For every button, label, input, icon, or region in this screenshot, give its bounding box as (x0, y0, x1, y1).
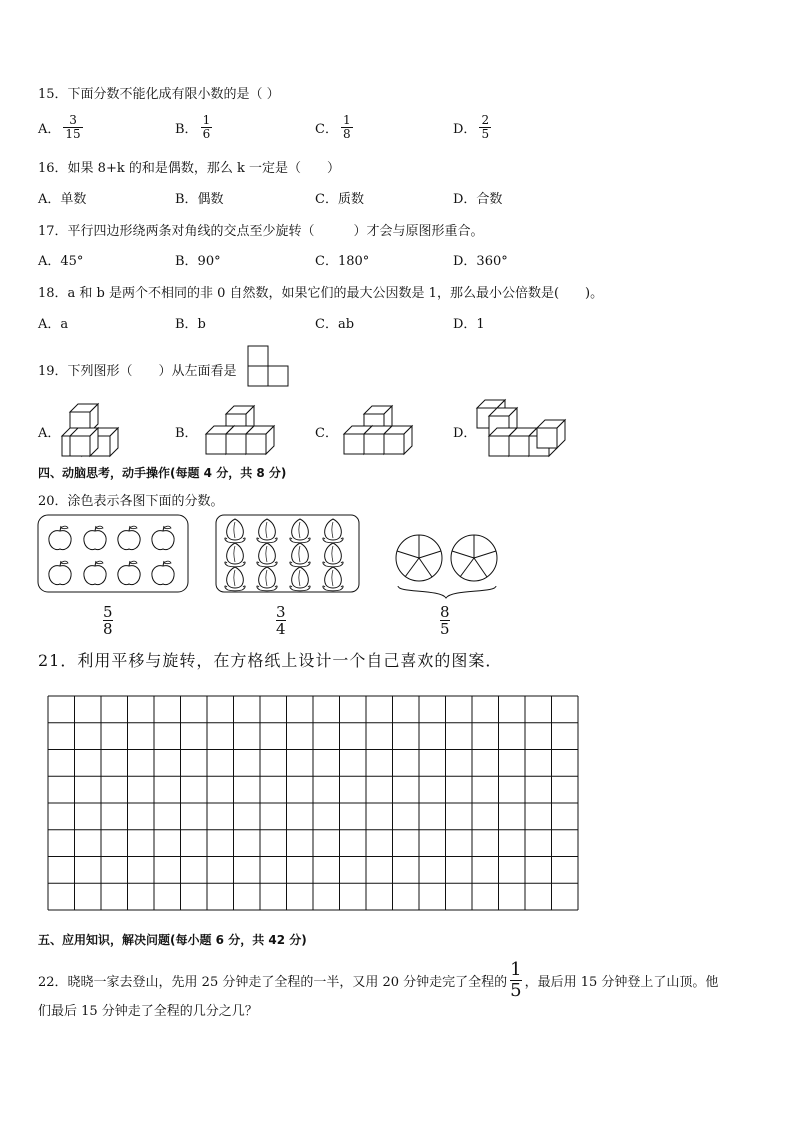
question-18: 18．a 和 b 是两个不相同的非 0 自然数，如果它们的最大公因数是 1，那么最小公倍数是( )。 (38, 286, 604, 301)
q20-fraction-3: $\frac{8}{5}$ (440, 603, 450, 638)
question-17: 17．平行四边形绕两条对角线的交点至少旋转（ ）才会与原图形重合。 (38, 224, 484, 239)
figure-d-icon (477, 400, 565, 456)
question-22-line-2: 们最后 15 分钟走了全程的几分之几？ (38, 1004, 258, 1019)
q22-text-b: ，最后用 15 分钟登上了山顶。他 (524, 975, 719, 990)
q17-option-b[interactable]: B．90° (175, 254, 221, 269)
question-21: 21．利用平移与旋转，在方格纸上设计一个自己喜欢的图案． (38, 651, 503, 670)
fraction: $\frac{1}{8}$ (342, 113, 351, 141)
figure-c-icon (344, 406, 412, 454)
figure-b-icon (206, 406, 274, 454)
q18-option-b[interactable]: B．b (175, 317, 206, 332)
q19-option-c-label[interactable]: C． (315, 426, 338, 441)
q16-option-c[interactable]: C．质数 (315, 192, 364, 207)
question-20: 20．涂色表示各图下面的分数。 (38, 494, 224, 509)
question-22-line-1 (38, 960, 718, 1001)
q19-option-d-label[interactable]: D． (453, 426, 477, 441)
q17-option-d[interactable]: D．360° (453, 254, 508, 269)
fraction: $\frac{3}{15}$ (65, 113, 81, 141)
fraction: $\frac{2}{5}$ (481, 113, 490, 141)
fraction: $\frac{1}{6}$ (202, 113, 211, 141)
q20-figures (0, 505, 794, 605)
option-label: D． (453, 122, 477, 137)
option-label: B． (175, 122, 198, 137)
question-19: 19．下列图形（ ）从左面看是 (38, 364, 237, 379)
pie-circle-1 (396, 535, 442, 581)
cube-figures (0, 0, 794, 470)
option-label: C． (315, 122, 338, 137)
q16-option-b[interactable]: B．偶数 (175, 192, 224, 207)
question-15: 15．下面分数不能化成有限小数的是（ ） (38, 87, 280, 102)
q20-fraction-2: $\frac{3}{4}$ (276, 603, 286, 638)
section-5-heading: 五、应用知识，解决问题(每小题 6 分，共 42 分) (38, 933, 307, 947)
q18-option-d[interactable]: D．1 (453, 317, 485, 332)
q22-fraction: 1 5 (510, 959, 522, 1001)
q18-option-c[interactable]: C．ab (315, 317, 355, 332)
section-4-heading: 四、动脑思考，动手操作(每题 4 分，共 8 分) (38, 466, 287, 480)
q20-fraction-1: $\frac{5}{8}$ (103, 603, 113, 638)
q18-option-a[interactable]: A．a (38, 317, 69, 332)
figure-a-icon (62, 404, 118, 456)
q16-option-d[interactable]: D．合数 (453, 192, 503, 207)
option-label: A． (38, 122, 61, 137)
brace (398, 586, 496, 598)
q22-text-a: 22．晓晓一家去登山，先用 25 分钟走了全程的一半，又用 20 分钟走完了全程的 (38, 975, 508, 990)
pie-circle-2 (451, 535, 497, 581)
grid-paper[interactable] (45, 693, 581, 913)
q19-option-a-label[interactable]: A． (38, 426, 61, 441)
q19-option-b-label[interactable]: B． (175, 426, 198, 441)
q17-option-c[interactable]: C．180° (315, 254, 370, 269)
q16-option-a[interactable]: A．单数 (38, 192, 87, 207)
q17-option-a[interactable]: A．45° (38, 254, 84, 269)
question-16: 16．如果 8+k 的和是偶数，那么 k 一定是（ ） (38, 161, 340, 176)
